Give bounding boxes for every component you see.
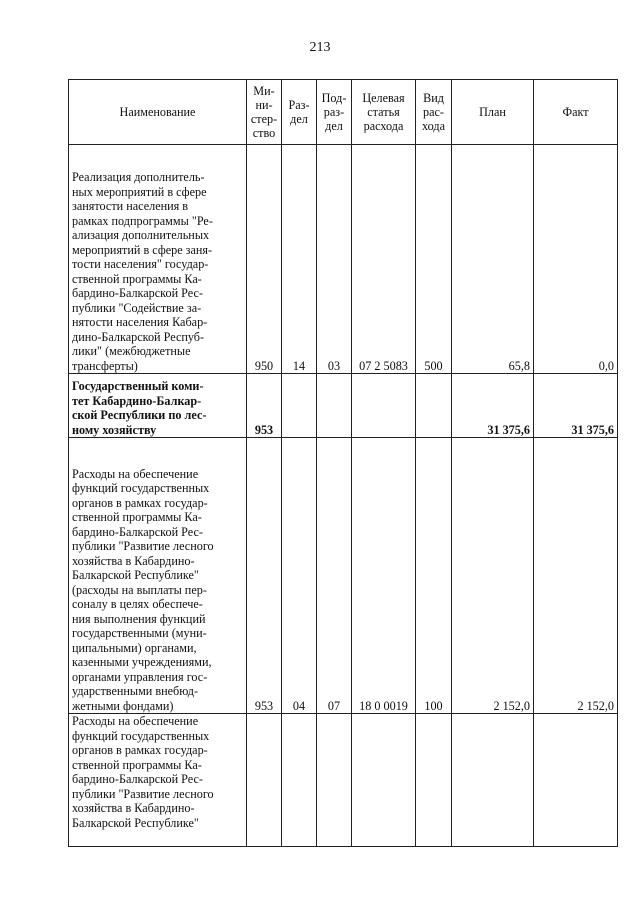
row-target: 18 0 0019 (352, 438, 416, 714)
row-type: 500 (416, 145, 452, 374)
header-section: Раз- дел (282, 80, 317, 145)
row-plan: 2 152,0 (452, 438, 534, 714)
header-subsection: Под- раз- дел (317, 80, 352, 145)
row-subsection: 03 (317, 145, 352, 374)
row-name: Государственный коми- тет Кабардино-Балкар- ской Республики по лес- ному хозяйству (69, 374, 247, 438)
row-plan: 65,8 (452, 145, 534, 374)
row-name: Реализация дополнитель- ных мероприятий в сфере занятости населения в рамках подпрограммы "Ре- ализация дополнительных мероприятий в сфере заня- тости населения" государ- ственной программы Ка- бардино-Балкарской Рес- публики "Содействие за- нятости населения Кабар- дино-Балкарской Респуб- лики" (межбюджетные трансферты) (69, 145, 247, 374)
row-ministry (247, 714, 282, 847)
row-fact: 31 375,6 (534, 374, 618, 438)
header-plan: План (452, 80, 534, 145)
row-ministry: 953 (247, 438, 282, 714)
budget-table (68, 79, 618, 847)
header-name: Наименование (69, 80, 247, 145)
row-fact: 0,0 (534, 145, 618, 374)
row-subsection (317, 374, 352, 438)
row-target (352, 374, 416, 438)
header-target: Целевая статья расхода (352, 80, 416, 145)
row-section: 04 (282, 438, 317, 714)
header-row (69, 80, 618, 145)
header-ministry: Ми- ни- стер- ство (247, 80, 282, 145)
page-number: 213 (309, 40, 331, 55)
row-section (282, 374, 317, 438)
row-target (352, 714, 416, 847)
row-plan (452, 714, 534, 847)
row-ministry: 953 (247, 374, 282, 438)
row-type (416, 714, 452, 847)
table-row (69, 145, 618, 374)
row-ministry: 950 (247, 145, 282, 374)
row-fact (534, 714, 618, 847)
row-subsection (317, 714, 352, 847)
row-section (282, 714, 317, 847)
row-section: 14 (282, 145, 317, 374)
table-row (69, 714, 618, 847)
row-name: Расходы на обеспечение функций государственных органов в рамках государ- ственной программы Ка- бардино-Балкарской Рес- публики "Развитие лесного хозяйства в Кабардино- Балкарской Республике" (расходы на выплаты пер- соналу в целях обеспече- ния выполнения функций государственными (муни- ципальными) органами, казенными учреждениями, органами управления гос- ударственными внебюд- жетными фондами) (69, 438, 247, 714)
header-type: Вид рас- хода (416, 80, 452, 145)
row-target: 07 2 5083 (352, 145, 416, 374)
table-row (69, 438, 618, 714)
row-subsection: 07 (317, 438, 352, 714)
header-fact: Факт (534, 80, 618, 145)
row-type (416, 374, 452, 438)
row-name: Расходы на обеспечение функций государственных органов в рамках государ- ственной программы Ка- бардино-Балкарской Рес- публики "Развитие лесного хозяйства в Кабардино- Балкарской Республике" (69, 714, 247, 847)
row-type: 100 (416, 438, 452, 714)
table-row (69, 374, 618, 438)
row-plan: 31 375,6 (452, 374, 534, 438)
row-fact: 2 152,0 (534, 438, 618, 714)
